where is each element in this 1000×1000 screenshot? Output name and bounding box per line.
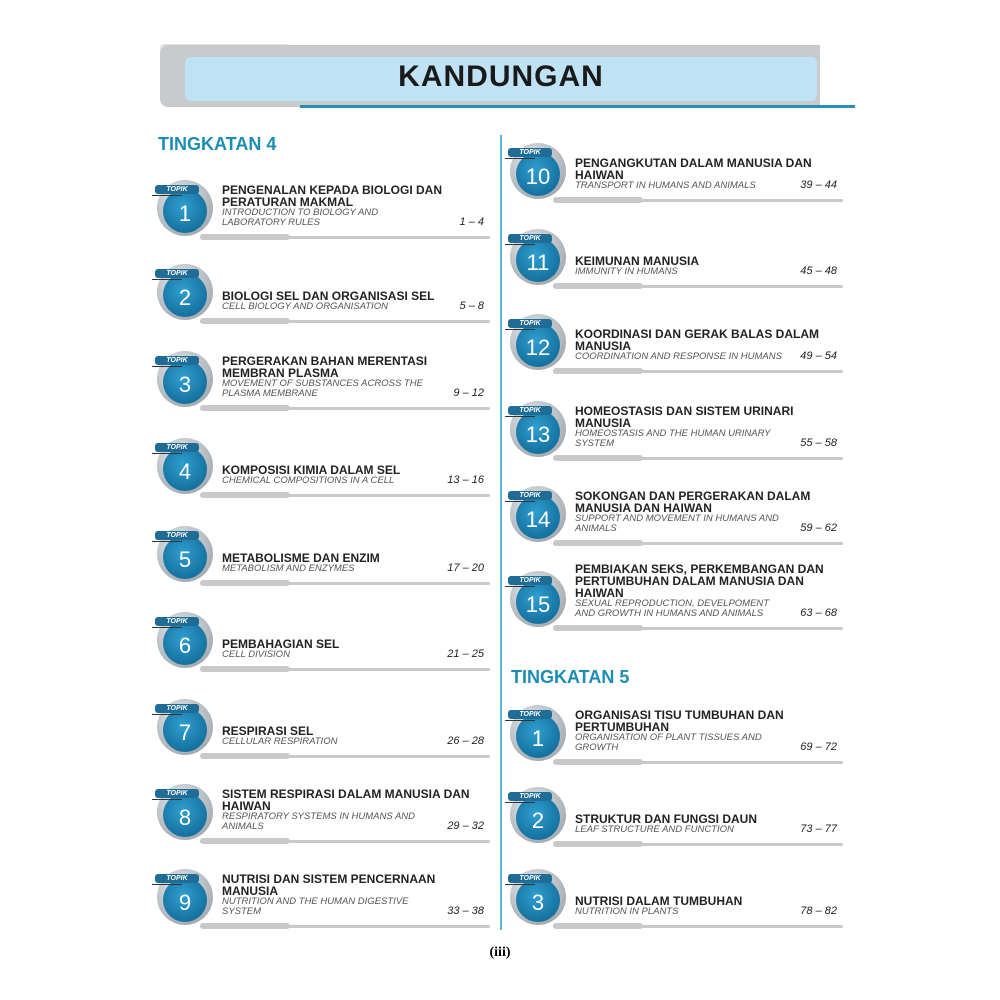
entry-underline-accent bbox=[200, 923, 290, 929]
topic-badge bbox=[157, 526, 213, 582]
topic-title-malay: KEIMUNAN MANUSIA bbox=[575, 254, 699, 268]
topic-title-english: CELL DIVISION bbox=[222, 649, 290, 660]
topik-label: TOPIK bbox=[155, 443, 199, 452]
topic-number: 1 bbox=[516, 714, 560, 758]
topik-label: TOPIK bbox=[155, 874, 199, 883]
badge-line bbox=[152, 714, 182, 715]
column-divider bbox=[500, 135, 502, 930]
topic-title-english: HOMEOSTASIS AND THE HUMAN URINARY SYSTEM bbox=[575, 428, 771, 449]
topik-label: TOPIK bbox=[155, 617, 199, 626]
topic-number: 10 bbox=[516, 152, 560, 196]
topic-title-english: INTRODUCTION TO BIOLOGY AND LABORATORY RULES bbox=[222, 207, 379, 228]
topic-badge bbox=[510, 229, 566, 285]
topik-label: TOPIK bbox=[508, 234, 552, 243]
entry-text bbox=[575, 813, 837, 835]
page-range: 55 – 58 bbox=[800, 437, 837, 449]
toc-entry[interactable] bbox=[508, 314, 848, 394]
entry-underline-accent bbox=[553, 368, 643, 374]
toc-entry[interactable] bbox=[155, 526, 495, 606]
topic-number: 2 bbox=[516, 796, 560, 840]
page-range: 63 – 68 bbox=[800, 607, 837, 619]
badge-line bbox=[152, 799, 182, 800]
topic-number: 8 bbox=[163, 793, 207, 837]
entry-underline-accent bbox=[553, 923, 643, 929]
page-range: 26 – 28 bbox=[447, 735, 484, 747]
topic-number: 5 bbox=[163, 535, 207, 579]
topic-badge bbox=[510, 571, 566, 627]
entry-text bbox=[222, 464, 484, 486]
topic-title-malay: PENGANGKUTAN DALAM MANUSIA DAN HAIWAN bbox=[575, 156, 812, 182]
topik-label: TOPIK bbox=[508, 576, 552, 585]
topic-number: 14 bbox=[516, 495, 560, 539]
topic-title-english: MOVEMENT OF SUBSTANCES ACROSS THE PLASMA MEMBRANE bbox=[222, 378, 423, 399]
topic-badge bbox=[157, 264, 213, 320]
topic-number: 3 bbox=[516, 878, 560, 922]
entry-text bbox=[222, 725, 484, 747]
topik-label: TOPIK bbox=[508, 710, 552, 719]
entry-text bbox=[575, 255, 837, 277]
entry-underline-accent bbox=[200, 492, 290, 498]
entry-underline-accent bbox=[200, 580, 290, 586]
badge-line bbox=[505, 244, 535, 245]
topic-title-malay: ORGANISASI TISU TUMBUHAN DAN PERTUMBUHAN bbox=[575, 708, 784, 734]
page-range: 78 – 82 bbox=[800, 905, 837, 917]
badge-line bbox=[152, 366, 182, 367]
topic-number: 9 bbox=[163, 878, 207, 922]
page-range: 33 – 38 bbox=[447, 905, 484, 917]
entry-underline-accent bbox=[200, 405, 290, 411]
topik-label: TOPIK bbox=[508, 491, 552, 500]
topic-title-english: CELL BIOLOGY AND ORGANISATION bbox=[222, 301, 388, 312]
topic-title-english: IMMUNITY IN HUMANS bbox=[575, 266, 678, 277]
page-title: KANDUNGAN bbox=[398, 60, 604, 93]
topik-label: TOPIK bbox=[155, 356, 199, 365]
toc-entry[interactable] bbox=[155, 264, 495, 344]
entry-text bbox=[222, 638, 484, 660]
badge-line bbox=[152, 279, 182, 280]
topik-label: TOPIK bbox=[508, 792, 552, 801]
topic-number: 7 bbox=[163, 708, 207, 752]
topik-label: TOPIK bbox=[155, 185, 199, 194]
badge-line bbox=[505, 884, 535, 885]
topic-title-malay: METABOLISME DAN ENZIM bbox=[222, 551, 380, 565]
entry-underline-accent bbox=[553, 841, 643, 847]
topic-badge bbox=[157, 699, 213, 755]
entry-text bbox=[575, 328, 837, 362]
topic-title-malay: KOORDINASI DAN GERAK BALAS DALAM MANUSIA bbox=[575, 327, 819, 353]
page-range: 59 – 62 bbox=[800, 522, 837, 534]
entry-text bbox=[575, 405, 837, 449]
toc-entry[interactable] bbox=[155, 699, 495, 779]
entry-underline-accent bbox=[553, 759, 643, 765]
topic-title-malay: SISTEM RESPIRASI DALAM MANUSIA DAN HAIWAN bbox=[222, 787, 470, 813]
entry-underline-accent bbox=[200, 666, 290, 672]
toc-entry[interactable] bbox=[508, 562, 848, 651]
toc-entry[interactable] bbox=[155, 351, 495, 431]
topic-badge bbox=[510, 401, 566, 457]
page-range: 9 – 12 bbox=[453, 387, 484, 399]
entry-text bbox=[222, 184, 484, 228]
topic-badge bbox=[157, 438, 213, 494]
topic-title-malay: NUTRISI DALAM TUMBUHAN bbox=[575, 894, 743, 908]
topic-title-malay: BIOLOGI SEL DAN ORGANISASI SEL bbox=[222, 289, 435, 303]
page-number: (iii) bbox=[489, 945, 511, 960]
topic-badge bbox=[510, 143, 566, 199]
topic-number: 4 bbox=[163, 447, 207, 491]
topic-number: 11 bbox=[516, 238, 560, 282]
topic-title-english: COORDINATION AND RESPONSE IN HUMANS bbox=[575, 351, 782, 362]
badge-line bbox=[505, 416, 535, 417]
entry-underline-accent bbox=[553, 540, 643, 546]
topic-badge bbox=[157, 784, 213, 840]
toc-entry[interactable] bbox=[155, 180, 495, 260]
topic-title-malay: RESPIRASI SEL bbox=[222, 724, 314, 738]
toc-entry[interactable] bbox=[155, 784, 495, 864]
toc-entry[interactable] bbox=[508, 143, 848, 223]
topic-badge bbox=[510, 705, 566, 761]
badge-line bbox=[152, 627, 182, 628]
badge-line bbox=[505, 586, 535, 587]
badge-line bbox=[505, 720, 535, 721]
topic-title-english: CELLULAR RESPIRATION bbox=[222, 736, 338, 747]
toc-entry[interactable] bbox=[155, 612, 495, 692]
badge-line bbox=[152, 453, 182, 454]
topik-label: TOPIK bbox=[155, 269, 199, 278]
entry-underline-accent bbox=[553, 455, 643, 461]
topic-badge bbox=[510, 787, 566, 843]
topic-title-malay: KOMPOSISI KIMIA DALAM SEL bbox=[222, 463, 401, 477]
badge-line bbox=[152, 195, 182, 196]
topic-number: 1 bbox=[163, 189, 207, 233]
topic-title-malay: PEMBAHAGIAN SEL bbox=[222, 637, 340, 651]
page-range: 69 – 72 bbox=[800, 741, 837, 753]
topic-title-malay: PERGERAKAN BAHAN MERENTASI MEMBRAN PLASMA bbox=[222, 354, 428, 380]
topik-label: TOPIK bbox=[508, 148, 552, 157]
entry-text bbox=[575, 490, 837, 534]
entry-underline-accent bbox=[553, 283, 643, 289]
topik-label: TOPIK bbox=[155, 531, 199, 540]
entry-text bbox=[575, 563, 837, 619]
badge-line bbox=[505, 802, 535, 803]
topic-title-english: LEAF STRUCTURE AND FUNCTION bbox=[575, 824, 734, 835]
topic-title-english: RESPIRATORY SYSTEMS IN HUMANS AND ANIMALS bbox=[222, 811, 416, 832]
page-range: 49 – 54 bbox=[800, 350, 837, 362]
entry-text bbox=[575, 157, 837, 191]
page-range: 13 – 16 bbox=[447, 474, 484, 486]
page-range: 45 – 48 bbox=[800, 265, 837, 277]
toc-entry[interactable] bbox=[508, 229, 848, 309]
topic-title-english: TRANSPORT IN HUMANS AND ANIMALS bbox=[575, 180, 756, 191]
topic-title-malay: PENGENALAN KEPADA BIOLOGI DAN PERATURAN MAKMAL bbox=[222, 183, 443, 209]
badge-line bbox=[505, 329, 535, 330]
topic-number: 12 bbox=[516, 323, 560, 367]
entry-underline-accent bbox=[200, 753, 290, 759]
entry-text bbox=[575, 709, 837, 753]
topic-title-malay: STRUKTUR DAN FUNGSI DAUN bbox=[575, 812, 757, 826]
topic-title-malay: PEMBIAKAN SEKS, PERKEMBANGAN DAN PERTUMBUHAN DALAM MANUSIA DAN HAIWAN bbox=[575, 562, 824, 600]
topic-title-malay: NUTRISI DAN SISTEM PENCERNAAN MANUSIA bbox=[222, 872, 436, 898]
topik-label: TOPIK bbox=[508, 319, 552, 328]
badge-line bbox=[152, 541, 182, 542]
topik-label: TOPIK bbox=[155, 704, 199, 713]
topic-title-english: NUTRITION IN PLANTS bbox=[575, 906, 679, 917]
topic-title-malay: SOKONGAN DAN PERGERAKAN DALAM MANUSIA DAN HAIWAN bbox=[575, 489, 811, 515]
page-range: 73 – 77 bbox=[800, 823, 837, 835]
entry-text bbox=[222, 290, 484, 312]
page-range: 39 – 44 bbox=[800, 179, 837, 191]
section-heading-tingkatan-4: TINGKATAN 4 bbox=[158, 134, 277, 154]
topic-badge bbox=[510, 314, 566, 370]
entry-text bbox=[222, 355, 484, 399]
topic-number: 6 bbox=[163, 621, 207, 665]
page-range: 1 – 4 bbox=[459, 216, 484, 228]
toc-entry[interactable] bbox=[508, 401, 848, 481]
entry-text bbox=[575, 895, 837, 917]
topic-title-english: SUPPORT AND MOVEMENT IN HUMANS AND ANIMALS bbox=[575, 513, 779, 534]
topic-number: 13 bbox=[516, 410, 560, 454]
badge-line bbox=[505, 501, 535, 502]
topic-title-english: SEXUAL REPRODUCTION, DEVELPOMENT AND GROWTH IN HUMANS AND ANIMALS bbox=[575, 598, 770, 619]
topik-label: TOPIK bbox=[508, 406, 552, 415]
toc-entry[interactable] bbox=[155, 438, 495, 518]
toc-entry[interactable] bbox=[508, 869, 848, 949]
page-range: 21 – 25 bbox=[447, 648, 484, 660]
topic-title-english: ORGANISATION OF PLANT TISSUES AND GROWTH bbox=[575, 732, 762, 753]
page-range: 5 – 8 bbox=[459, 300, 484, 312]
topic-number: 3 bbox=[163, 360, 207, 404]
topic-badge bbox=[157, 180, 213, 236]
toc-entry[interactable] bbox=[508, 705, 848, 785]
topic-badge bbox=[510, 869, 566, 925]
entry-underline-accent bbox=[200, 318, 290, 324]
header-underline bbox=[300, 105, 855, 108]
topik-label: TOPIK bbox=[155, 789, 199, 798]
topic-number: 2 bbox=[163, 273, 207, 317]
section-heading-tingkatan-5: TINGKATAN 5 bbox=[511, 667, 630, 687]
topic-badge bbox=[157, 612, 213, 668]
page-range: 29 – 32 bbox=[447, 820, 484, 832]
topic-number: 15 bbox=[516, 580, 560, 624]
topic-badge bbox=[157, 351, 213, 407]
entry-underline-accent bbox=[553, 625, 643, 631]
entry-text bbox=[222, 788, 484, 832]
toc-entry[interactable] bbox=[508, 486, 848, 566]
topic-title-english: CHEMICAL COMPOSITIONS IN A CELL bbox=[222, 475, 395, 486]
entry-underline-accent bbox=[200, 838, 290, 844]
topic-title-english: NUTRITION AND THE HUMAN DIGESTIVE SYSTEM bbox=[222, 896, 409, 917]
toc-entry[interactable] bbox=[155, 869, 495, 949]
entry-text bbox=[222, 873, 484, 917]
topik-label: TOPIK bbox=[508, 874, 552, 883]
page-range: 17 – 20 bbox=[447, 562, 484, 574]
entry-underline-accent bbox=[200, 234, 290, 240]
topic-title-malay: HOMEOSTASIS DAN SISTEM URINARI MANUSIA bbox=[575, 404, 794, 430]
topic-title-english: METABOLISM AND ENZYMES bbox=[222, 563, 355, 574]
toc-entry[interactable] bbox=[508, 787, 848, 867]
topic-badge bbox=[510, 486, 566, 542]
badge-line bbox=[152, 884, 182, 885]
entry-text bbox=[222, 552, 484, 574]
topic-badge bbox=[157, 869, 213, 925]
badge-line bbox=[505, 158, 535, 159]
entry-underline-accent bbox=[553, 197, 643, 203]
